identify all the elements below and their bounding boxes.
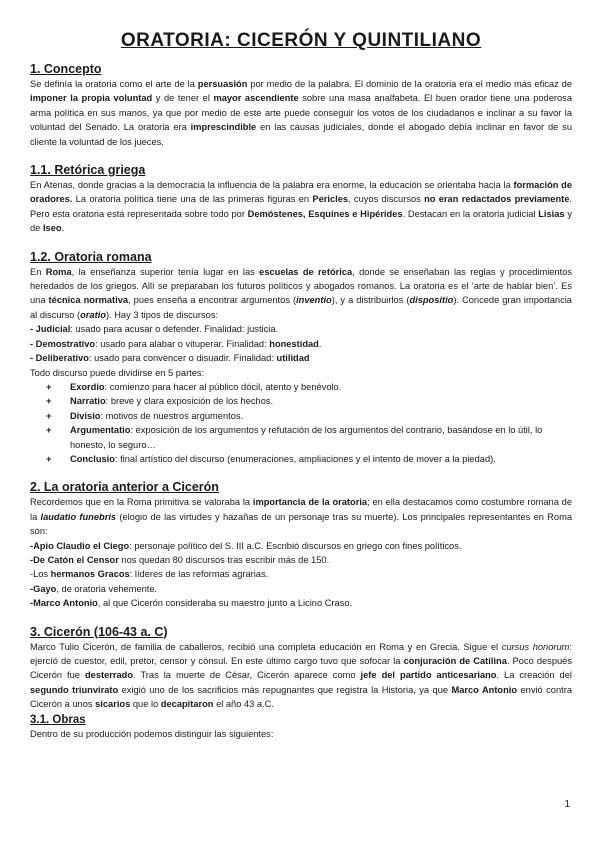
discourse-parts-list: [46, 380, 572, 466]
paragraph-obras: Dentro de su producción podemos distinguir las siguientes:: [30, 728, 274, 739]
heading-concepto: 1. Concepto: [30, 62, 102, 76]
list-item: - Judicial: usado para acusar o defender. Finalidad: justicia.: [30, 324, 279, 335]
list-item: + Exordio: comienzo para hacer al público dócil, atento y benévolo.: [46, 380, 572, 394]
list-item: -Marco Antonio, al que Cicerón consideraba su maestro junto a Licino Craso.: [30, 598, 353, 609]
list-item: + Conclusio: final artístico del discurso (enumeraciones, ampliaciones y el intento de mover a la piedad).: [46, 452, 572, 466]
list-item: -Gayo, de oratoria vehemente.: [30, 583, 158, 594]
list-item: + Argumentatio: exposición de los argumentos y refutación de los argumentos del contrario, basándose en lo útil, lo honesto, lo seguro…: [46, 423, 572, 452]
page-number: 1: [564, 799, 570, 810]
paragraph-oratoria-romana: En Roma, la enseñanza superior tenía lugar en las escuelas de retórica, donde se enseñaban las reglas y procedimientos heredados de los griegos. Allí se preparaban los futuros políticos y abogados romanos. La oratoria es el ‘arte de hablar bien’. Es una técnica normativa, pues enseña a encontrar argumentos (inventio), y a distribuirlos (dispositio). Concede gran importancia al discurso (oratio). Hay 3 tipos de discursos:: [30, 266, 573, 320]
paragraph-retorica-griega: En Atenas, donde gracias a la democracia la influencia de la palabra era enorme, la educación se orientaba hacia la formación de oradores. La oratoria política tiene una de las primeras figuras en Pericles, cuyos discursos no eran redactados previamente. Pero esta oratoria está representada sobre todo por Demóstenes, Esquines e Hipérides. Destacan en la oratoria judicial Lisias y de Iseo.: [30, 180, 572, 234]
document-page: [30, 0, 572, 741]
heading-retorica-griega: 1.1. Retórica griega: [30, 163, 146, 178]
representatives-list: [30, 539, 572, 611]
list-item: -Apio Claudio el Ciego: personaje político del S. III a.C. Escribió discursos en griego con fines políticos.: [30, 540, 462, 551]
paragraph-oratoria-anterior: Recordemos que en la Roma primitiva se valoraba la importancia de la oratoria; en ella destacamos como costumbre romana de la laudatio funebris (elogio de las virtudes y hazañas de un personaje tras su muerte). Los principales representantes en Roma son:: [30, 497, 573, 537]
list-item: + Narratio: breve y clara exposición de los hechos.: [46, 394, 572, 408]
heading-obras: 3.1. Obras: [30, 713, 86, 726]
heading-ciceron: 3. Cicerón (106-43 a. C): [30, 624, 168, 639]
heading-oratoria-anterior: 2. La oratoria anterior a Cicerón: [30, 480, 219, 495]
paragraph-ciceron: Marco Tulio Cicerón, de familia de caballeros, recibió una completa educación en Roma y en Grecia. Sigue el cursus honorum: ejercíó de cuestor, edil, pretor, censor y cónsul. En este último cargo tuvo que sofocar la conjuración de Catilina. Poco después Cicerón fue desterrado. Tras la muerte de César, Cicerón aparece como jefe del partido anticesariano. La creación del segundo triunvirato exigió uno de los sacrificios más repugnantes que registra la Historia, ya que Marco Antonio envió contra Cicerón a unos sicarios que lo decapitaron el año 43 a.C.: [30, 641, 572, 710]
list-item: + Divisio: motivos de nuestros argumentos.: [46, 409, 572, 423]
list-item: - Deliberativo: usado para convencer o disuadir. Finalidad: utilidad: [30, 353, 310, 364]
list-item: - Demostrativo: usado para alabar o vituperar. Finalidad: honestidad.: [30, 338, 322, 349]
list-item: -De Catón el Censor nos quedan 80 discursos tras escribir más de 150.: [30, 554, 330, 565]
paragraph-concepto: Se definía la oratoria como el arte de la persuasión por medio de la palabra. El dominio de la oratoria era el medio más eficaz de imponer la propia voluntad y de tener el mayor ascendiente sobre una masa analfabeta. El buen orador tiene una poderosa arma política en sus manos, ya que por medio de este arte puede conseguir los votos de los ciudadanos e inclinar a su favor la voluntad del Senado. La oratoria era imprescindible en las causas judiciales, donde el abogado debía inclinar en favor de su cliente la voluntad de los jueces.: [30, 79, 572, 147]
parts-intro: Todo discurso puede dividirse en 5 partes:: [30, 367, 205, 378]
page-title: ORATORIA: CICERÓN Y QUINTILIANO: [120, 30, 482, 51]
list-item: -Los hermanos Gracos: líderes de las reformas agrarias.: [30, 569, 269, 580]
discourse-types-list: [30, 322, 572, 365]
heading-oratoria-romana: 1.2. Oratoria romana: [30, 249, 152, 264]
